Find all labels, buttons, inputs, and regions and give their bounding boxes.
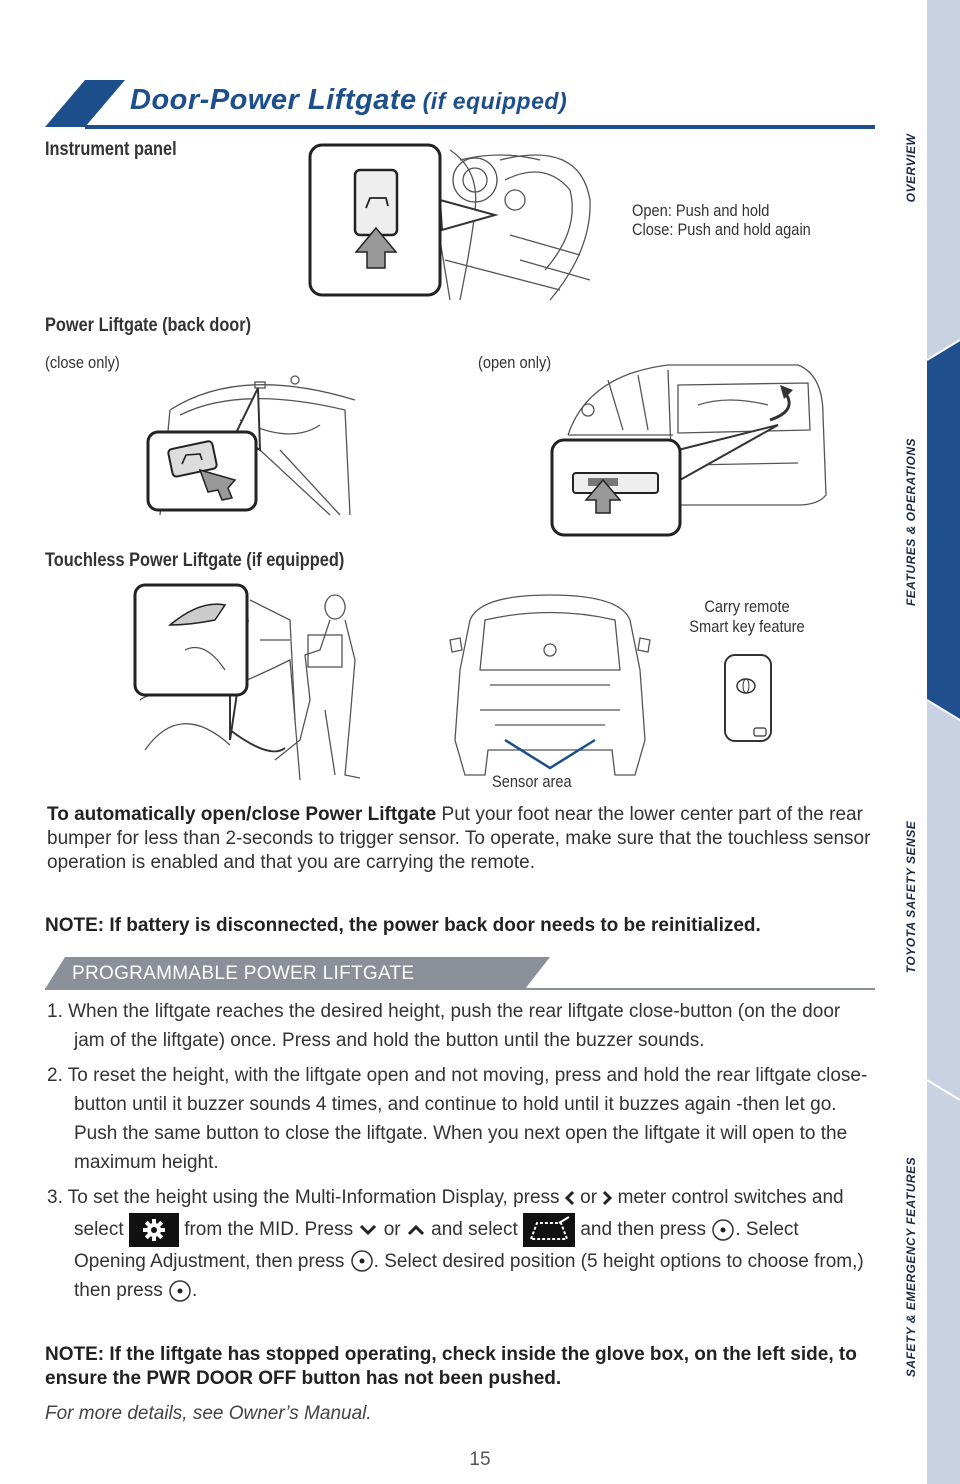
touchless-label: Touchless Power Liftgate (if equipped): [45, 550, 345, 571]
step-3-or-1: or: [580, 1187, 598, 1208]
enter-button-icon-2: [350, 1249, 374, 1273]
open-caption: Open: Push and hold: [632, 201, 770, 220]
step-3-text-a: 3. To set the height using the Multi-Information Display, press: [47, 1187, 560, 1208]
battery-note: NOTE: If battery is disconnected, the power back door needs to be reinitialized.: [45, 915, 761, 936]
instrument-panel-illustration: [300, 140, 595, 302]
carry-remote-caption: [683, 597, 812, 637]
programmable-divider: [45, 988, 875, 990]
step-3-text-d: and select: [431, 1218, 518, 1240]
page-title: [130, 84, 567, 117]
chevron-right-icon: [602, 1190, 612, 1206]
auto-open-text: Put your foot near the lower center part of the rear bumper for less than 2-seconds to trigger sensor. To operate, make sure that the touchless sensor operation is enabled and that you are carrying the remote.: [47, 804, 871, 873]
enter-button-icon: [711, 1218, 735, 1242]
close-caption: Close: Push and hold again: [632, 220, 811, 239]
step-3-or-2: or: [383, 1218, 401, 1240]
instrument-panel-label: Instrument panel: [45, 139, 177, 160]
sensor-area-caption: Sensor area: [492, 772, 572, 791]
sidebar-tab-overview[interactable]: OVERVIEW: [904, 133, 918, 203]
page-title-main: Door-Power Liftgate: [130, 84, 417, 116]
step-3-text-e: and then press: [580, 1218, 707, 1240]
step-3-text-b: meter control switches and select: [74, 1187, 844, 1240]
liftgate-close-illustration: [140, 370, 360, 520]
close-only-caption: (close only): [45, 353, 120, 372]
sidebar-tab-safety-sense[interactable]: TOYOTA SAFETY SENSE: [904, 820, 918, 974]
liftgate-open-illustration: [548, 355, 833, 540]
step-3-text-g: . Select desired position (5 height options to choose from,) then press: [74, 1250, 864, 1301]
smart-key-illustration: [722, 652, 774, 744]
steps-list: [47, 997, 872, 1306]
power-liftgate-label: Power Liftgate (back door): [45, 315, 252, 336]
open-only-caption: (open only): [478, 353, 552, 372]
step-1: 1. When the liftgate reaches the desired height, push the rear liftgate close-button (on the door jam of the liftgate) once. Press and hold the button until the buzzer sounds.: [47, 1001, 841, 1051]
page-number: 15: [469, 1449, 491, 1470]
touchless-illustration: [130, 580, 380, 790]
settings-gear-icon: [129, 1213, 179, 1247]
page-title-sub: (if equipped): [422, 88, 568, 114]
auto-open-paragraph: [47, 803, 872, 875]
step-3-text-c: from the MID. Press: [184, 1218, 354, 1240]
auto-open-lead: To automatically open/close Power Liftgate: [47, 804, 437, 825]
step-3-text-h: .: [192, 1280, 198, 1301]
more-details: For more details, see Owner’s Manual.: [45, 1403, 372, 1424]
carry-remote-line2: Smart key feature: [689, 617, 805, 636]
sidebar-tab-features[interactable]: FEATURES & OPERATIONS: [904, 437, 918, 607]
step-3-text-f: . Select Opening Adjustment, then press: [74, 1218, 799, 1272]
glove-box-note: NOTE: If the liftgate has stopped operating, check inside the glove box, on the left side, to ensure the PWR DOOR OFF button has not been pushed.: [45, 1344, 857, 1389]
step-3: [47, 1183, 872, 1306]
chevron-left-icon: [565, 1190, 575, 1206]
carry-remote-line1: Carry remote: [704, 597, 790, 616]
vehicle-door-icon: [523, 1213, 575, 1247]
programmable-tab-label: PROGRAMMABLE POWER LIFTGATE: [72, 963, 415, 984]
sidebar-tab-emergency[interactable]: SAFETY & EMERGENCY FEATURES: [904, 1156, 918, 1378]
enter-button-icon-3: [168, 1279, 192, 1303]
chevron-down-icon: [358, 1223, 378, 1237]
chevron-up-icon: [406, 1223, 426, 1237]
step-2: 2. To reset the height, with the liftgate open and not moving, press and hold the rear liftgate close-button until it buzzer sounds 4 times, and continue to hold until it buzzes again -then let go. Push the same button to close the liftgate. When you next open the liftgate it will open to the maximum height.: [47, 1065, 868, 1173]
sensor-area-illustration: [440, 590, 660, 780]
sidebar-tabs: [927, 0, 960, 1484]
